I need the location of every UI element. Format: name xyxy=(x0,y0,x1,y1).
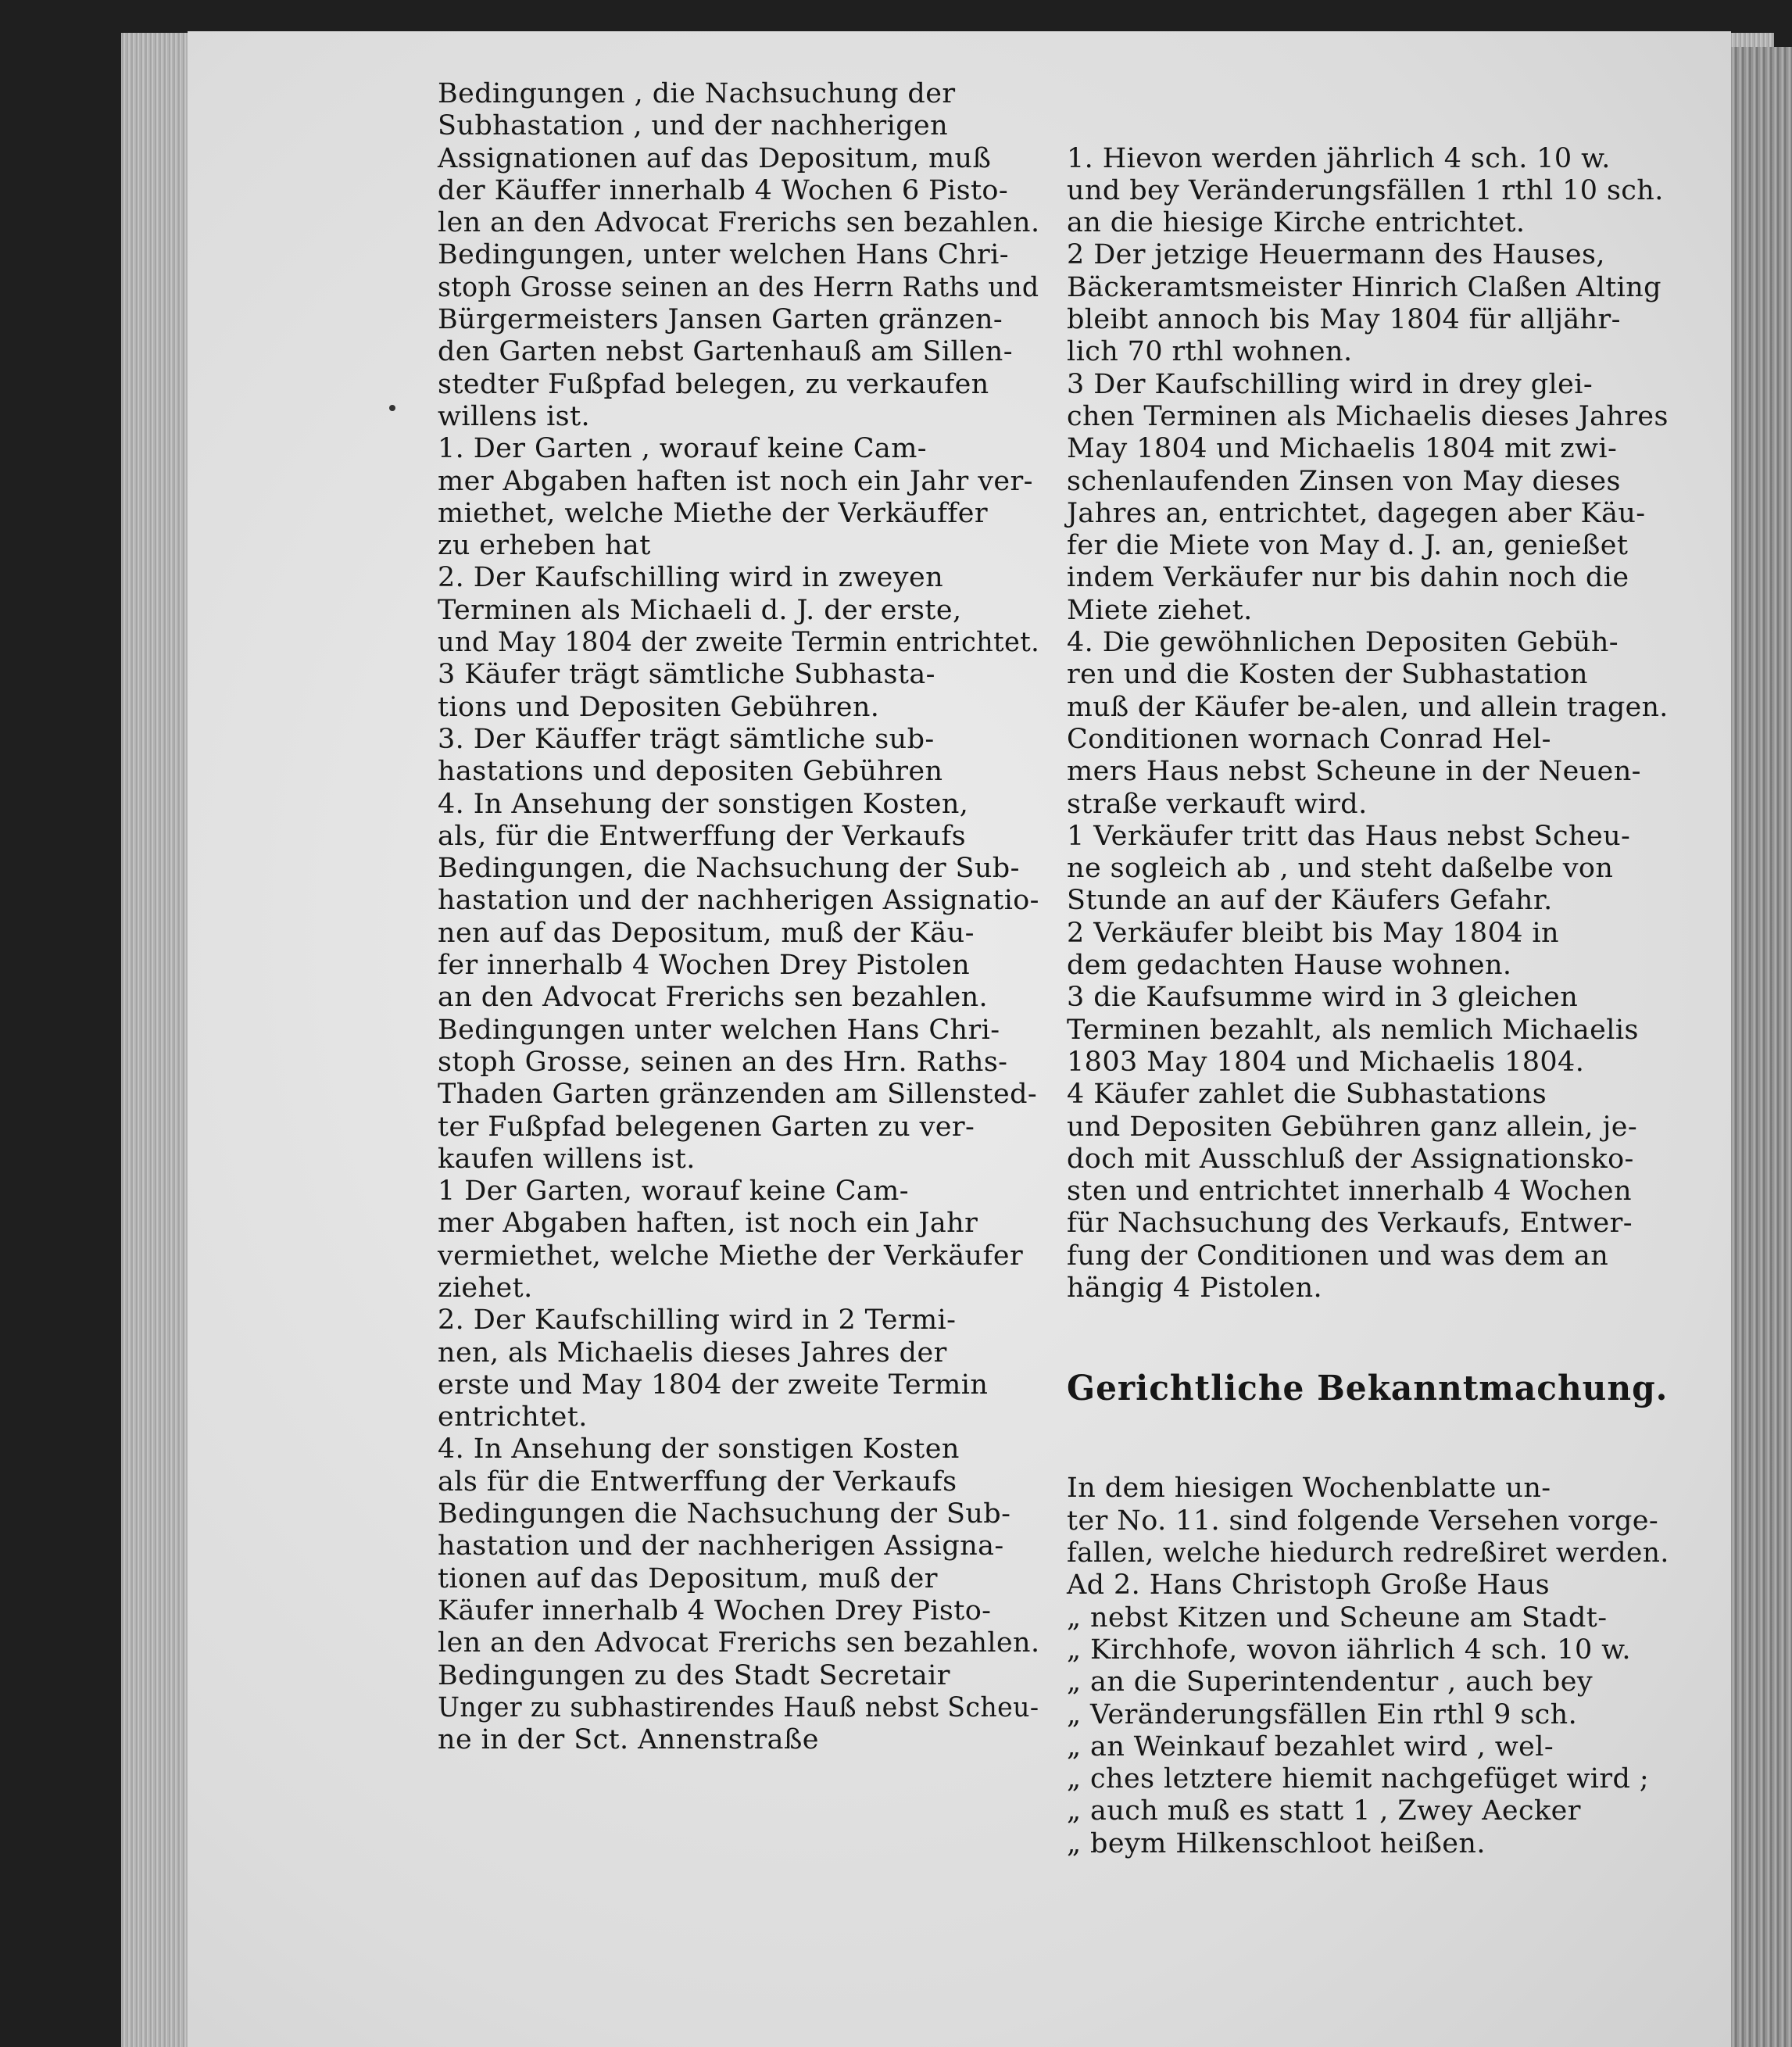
text-line: Bedingungen , die Nachsuchung der xyxy=(438,78,956,109)
text-line: Miete ziehet. xyxy=(1067,594,1253,626)
text-line: fallen, welche hiedurch redreßiret werden. xyxy=(1067,1537,1669,1569)
text-line: Bedingungen unter welchen Hans Chri- xyxy=(438,1014,1000,1046)
text-line: hängig 4 Pistolen. xyxy=(1067,1272,1323,1304)
section-heading: Gerichtliche Bekanntmachung. xyxy=(1067,1368,1669,1408)
text-line: Terminen bezahlt, als nemlich Michaelis xyxy=(1067,1014,1639,1046)
text-line: 2 Der jetzige Heuermann des Hauses, xyxy=(1067,239,1605,271)
text-line: 2 Verkäufer bleibt bis May 1804 in xyxy=(1067,917,1559,949)
text-line: Thaden Garten gränzenden am Sillensted- xyxy=(438,1079,1038,1111)
text-line: nen auf das Depositum, muß der Käu- xyxy=(438,917,975,949)
text-line: sten und entrichtet innerhalb 4 Wochen xyxy=(1067,1176,1632,1208)
text-line: und bey Veränderungsfällen 1 rthl 10 sch. xyxy=(1067,174,1664,206)
text-line: 3 die Kaufsumme wird in 3 gleichen xyxy=(1067,982,1579,1014)
text-line: len an den Advocat Frerichs sen bezahlen. xyxy=(438,1627,1040,1659)
text-line: als für die Entwerffung der Verkaufs xyxy=(438,1465,957,1498)
text-line: len an den Advocat Frerichs sen bezahlen. xyxy=(438,207,1040,239)
text-line: 4. In Ansehung der sonstigen Kosten xyxy=(438,1433,960,1465)
text-line: miethet, welche Miethe der Verkäuffer xyxy=(438,497,989,529)
text-line: 2. Der Kaufschilling wird in 2 Termi- xyxy=(438,1304,957,1337)
text-line: dem gedachten Hause wohnen. xyxy=(1067,950,1512,982)
text-line: 3 Der Kaufschilling wird in drey glei- xyxy=(1067,368,1593,400)
text-line: lich 70 rthl wohnen. xyxy=(1067,336,1353,368)
text-line: Ad 2. Hans Christoph Große Haus xyxy=(1067,1569,1551,1601)
left-column xyxy=(438,78,1039,1756)
right-column-top xyxy=(1067,143,1669,1305)
text-line: und May 1804 der zweite Termin entrichtet. xyxy=(438,627,1040,659)
text-line: ter No. 11. sind folgende Versehen vorge- xyxy=(1067,1505,1659,1537)
text-line: 4 Käufer zahlet die Subhastations xyxy=(1067,1079,1547,1111)
text-line: Bäckeramtsmeister Hinrich Claßen Alting xyxy=(1067,271,1661,303)
text-line: und Depositen Gebühren ganz allein, je- xyxy=(1067,1111,1638,1143)
text-line: bleibt annoch bis May 1804 für alljähr- xyxy=(1067,304,1621,336)
text-line: Bedingungen die Nachsuchung der Sub- xyxy=(438,1498,1011,1530)
text-line: an den Advocat Frerichs sen bezahlen. xyxy=(438,982,989,1014)
text-line: ziehet. xyxy=(438,1272,533,1304)
right-page-edge xyxy=(1731,47,1792,2047)
text-line: 4. In Ansehung der sonstigen Kosten, xyxy=(438,788,969,820)
text-line: stoph Grosse, seinen an des Hrn. Raths- xyxy=(438,1046,1008,1078)
text-line: stoph Grosse seinen an des Herrn Raths und xyxy=(438,271,1039,303)
text-line: 1803 May 1804 und Michaelis 1804. xyxy=(1067,1046,1585,1078)
text-line: Assignationen auf das Depositum, muß xyxy=(438,142,992,174)
text-line: chen Terminen als Michaelis dieses Jahres xyxy=(1067,400,1669,432)
text-line: muß der Käufer be-alen, und allein tragen. xyxy=(1067,691,1669,723)
text-line: den Garten nebst Gartenhauß am Sillen- xyxy=(438,336,1013,368)
text-line: Stunde an auf der Käufers Gefahr. xyxy=(1067,885,1553,917)
text-line: doch mit Ausschluß der Assignationsko- xyxy=(1067,1143,1634,1175)
text-line: Jahres an, entrichtet, dagegen aber Käu- xyxy=(1067,497,1646,529)
text-line: tions und Depositen Gebühren. xyxy=(438,691,880,723)
text-line: ne in der Sct. Annenstraße xyxy=(438,1724,819,1756)
text-line: schenlaufenden Zinsen von May dieses xyxy=(1067,465,1621,497)
text-line: fer innerhalb 4 Wochen Drey Pistolen xyxy=(438,950,971,982)
text-line: „ Kirchhofe, wovon iährlich 4 sch. 10 w. xyxy=(1067,1634,1631,1666)
text-line: ter Fußpfad belegenen Garten zu ver- xyxy=(438,1111,975,1143)
text-line: „ an Weinkauf bezahlet wird , wel- xyxy=(1067,1730,1554,1762)
text-line: erste und May 1804 der zweite Termin xyxy=(438,1369,989,1401)
right-column-bottom xyxy=(1067,1473,1669,1860)
text-line: Bürgermeisters Jansen Garten gränzen- xyxy=(438,304,1003,336)
text-line: 3. Der Käuffer trägt sämtliche sub- xyxy=(438,723,935,755)
text-line: mer Abgaben haften, ist noch ein Jahr xyxy=(438,1208,978,1240)
text-line: „ Veränderungsfällen Ein rthl 9 sch. xyxy=(1067,1698,1578,1730)
text-line: ren und die Kosten der Subhastation xyxy=(1067,659,1588,691)
text-line: 1 Verkäufer tritt das Haus nebst Scheu- xyxy=(1067,820,1631,852)
text-line: Käufer innerhalb 4 Wochen Drey Pisto- xyxy=(438,1594,992,1627)
text-line: straße verkauft wird. xyxy=(1067,788,1368,820)
text-line: zu erheben hat xyxy=(438,530,651,562)
margin-mark xyxy=(389,405,395,411)
text-line: für Nachsuchung des Verkaufs, Entwer- xyxy=(1067,1208,1633,1240)
text-line: 1 Der Garten, worauf keine Cam- xyxy=(438,1176,909,1208)
text-line: Conditionen wornach Conrad Hel- xyxy=(1067,723,1551,755)
text-line: hastations und depositen Gebühren xyxy=(438,756,943,788)
text-line: 1. Der Garten , worauf keine Cam- xyxy=(438,433,928,465)
text-line: nen, als Michaelis dieses Jahres der xyxy=(438,1337,947,1369)
text-line: hastation und der nachherigen Assigna- xyxy=(438,1530,1004,1562)
text-line: ne sogleich ab , und steht daßelbe von xyxy=(1067,853,1614,885)
text-line: hastation und der nachherigen Assignatio- xyxy=(438,885,1039,917)
text-line: der Käuffer innerhalb 4 Wochen 6 Pisto- xyxy=(438,174,1009,206)
text-line: Subhastation , und der nachherigen xyxy=(438,110,949,142)
text-line: 4. Die gewöhnlichen Depositen Gebüh- xyxy=(1067,627,1619,659)
text-line: als, für die Entwerffung der Verkaufs xyxy=(438,820,966,852)
text-line: May 1804 und Michaelis 1804 mit zwi- xyxy=(1067,433,1618,465)
text-line: Bedingungen, die Nachsuchung der Sub- xyxy=(438,853,1020,885)
text-line: Unger zu subhastirendes Hauß nebst Scheu- xyxy=(438,1691,1039,1723)
text-line: kaufen willens ist. xyxy=(438,1143,696,1175)
right-column xyxy=(1067,78,1669,1892)
text-line: vermiethet, welche Miethe der Verkäufer xyxy=(438,1240,1024,1272)
text-line: mers Haus nebst Scheune in der Neuen- xyxy=(1067,756,1641,788)
text-line: 1. Hievon werden jährlich 4 sch. 10 w. xyxy=(1067,142,1611,174)
text-line: Bedingungen, unter welchen Hans Chri- xyxy=(438,239,1009,271)
text-line: „ nebst Kitzen und Scheune am Stadt- xyxy=(1067,1601,1608,1634)
text-line: indem Verkäufer nur bis dahin noch die xyxy=(1067,562,1629,594)
text-line: Terminen als Michaeli d. J. der erste, xyxy=(438,594,962,626)
text-line: stedter Fußpfad belegen, zu verkaufen xyxy=(438,368,989,400)
text-line: „ beym Hilkenschloot heißen. xyxy=(1067,1827,1486,1859)
text-line: Bedingungen zu des Stadt Secretair xyxy=(438,1659,950,1691)
text-line: an die hiesige Kirche entrichtet. xyxy=(1067,207,1526,239)
text-line: mer Abgaben haften ist noch ein Jahr ver- xyxy=(438,465,1033,497)
text-line: „ ches letztere hiemit nachgefüget wird ; xyxy=(1067,1763,1650,1795)
text-line: In dem hiesigen Wochenblatte un- xyxy=(1067,1473,1551,1505)
text-line: tionen auf das Depositum, muß der xyxy=(438,1562,938,1594)
text-line: entrichtet. xyxy=(438,1401,588,1433)
text-line: fer die Miete von May d. J. an, genießet xyxy=(1067,530,1629,562)
text-line: willens ist. xyxy=(438,400,591,432)
text-line: 2. Der Kaufschilling wird in zweyen xyxy=(438,562,944,594)
text-line: 3 Käufer trägt sämtliche Subhasta- xyxy=(438,659,935,691)
text-line: fung der Conditionen und was dem an xyxy=(1067,1240,1609,1272)
text-line: „ auch muß es statt 1 , Zwey Aecker xyxy=(1067,1795,1581,1827)
text-line: „ an die Superintendentur , auch bey xyxy=(1067,1666,1593,1698)
